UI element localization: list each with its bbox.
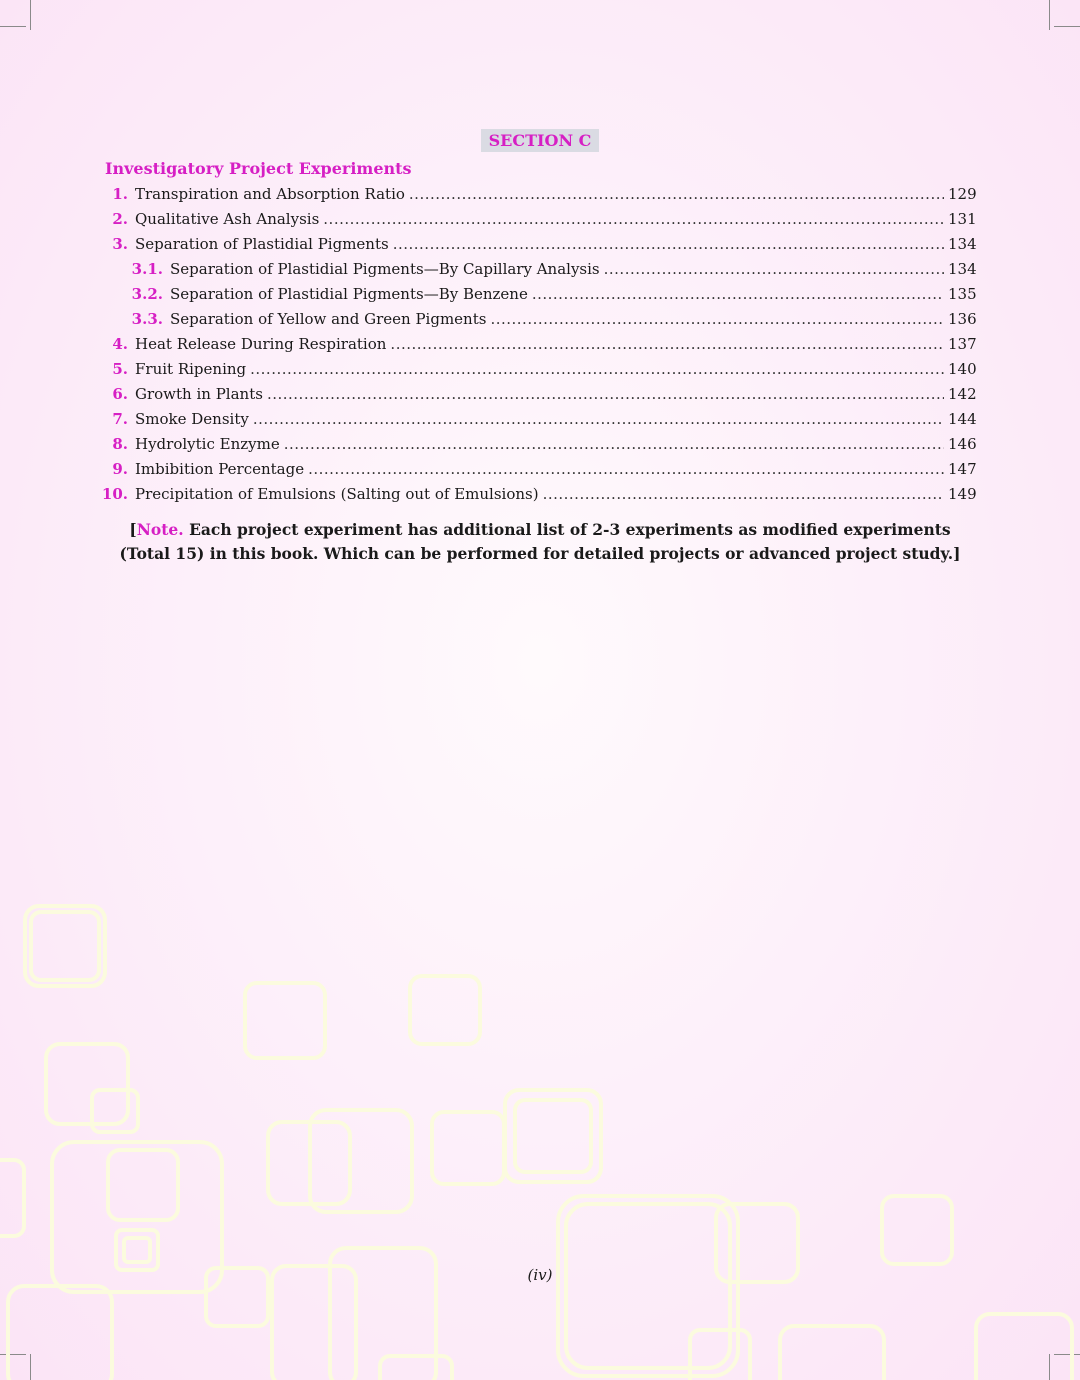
- toc-title: Growth in Plants: [135, 385, 263, 403]
- toc-entry[interactable]: [0, 432, 976, 457]
- toc-page: 149: [948, 485, 977, 503]
- toc-page: 144: [948, 410, 977, 428]
- deco-square: [690, 1330, 750, 1380]
- toc-number: 9.: [112, 460, 128, 478]
- note-paragraph: [108, 518, 972, 566]
- deco-square: [882, 1196, 952, 1264]
- toc-leader: [253, 407, 944, 432]
- toc-entry[interactable]: [0, 332, 976, 357]
- toc-leader: [490, 307, 944, 332]
- toc-number: 3.2.: [131, 285, 163, 303]
- toc-number: 2.: [112, 210, 128, 228]
- deco-square: [380, 1356, 452, 1380]
- toc-number: 4.: [112, 335, 128, 353]
- toc-title: Smoke Density: [135, 410, 249, 428]
- toc-subentry[interactable]: [0, 307, 976, 332]
- toc-title: Transpiration and Absorption Ratio: [135, 185, 405, 203]
- note-close-bracket: ]: [953, 544, 961, 563]
- toc-title: Separation of Yellow and Green Pigments: [170, 310, 487, 328]
- deco-square: [245, 983, 325, 1058]
- toc-title: Heat Release During Respiration: [135, 335, 387, 353]
- deco-square: [31, 912, 99, 980]
- toc-page: 142: [948, 385, 977, 403]
- deco-square: [46, 1044, 128, 1124]
- deco-square: [780, 1326, 884, 1380]
- toc-leader: [393, 232, 944, 257]
- deco-square: [8, 1286, 112, 1380]
- toc-page: 134: [948, 235, 977, 253]
- toc-leader: [267, 382, 944, 407]
- deco-square: [124, 1238, 150, 1262]
- toc-title: Imbibition Percentage: [135, 460, 305, 478]
- toc-number: 3.1.: [131, 260, 163, 278]
- toc-subentry[interactable]: [0, 282, 976, 307]
- toc-title: Qualitative Ash Analysis: [135, 210, 320, 228]
- toc-page: 131: [948, 210, 977, 228]
- toc-number: 8.: [112, 435, 128, 453]
- toc-leader: [604, 257, 944, 282]
- toc-entry[interactable]: [0, 357, 976, 382]
- toc-page: 146: [948, 435, 977, 453]
- toc-leader: [409, 182, 944, 207]
- toc-leader: [323, 207, 944, 232]
- deco-square: [108, 1150, 178, 1220]
- note-label: Note.: [136, 520, 184, 539]
- deco-square: [558, 1196, 738, 1376]
- toc-title: Precipitation of Emulsions (Salting out of Emulsions): [135, 485, 539, 503]
- toc-leader: [284, 432, 944, 457]
- toc-entry[interactable]: [0, 182, 976, 207]
- toc-title: Separation of Plastidial Pigments: [135, 235, 389, 253]
- toc-entry[interactable]: [0, 457, 976, 482]
- toc-leader: [543, 482, 944, 507]
- toc-subentry[interactable]: [0, 257, 976, 282]
- deco-square: [25, 906, 105, 986]
- deco-square: [432, 1112, 504, 1184]
- toc-title: Separation of Plastidial Pigments—By Benzene: [170, 285, 528, 303]
- toc-page: 147: [948, 460, 977, 478]
- section-subtitle: Investigatory Project Experiments: [105, 159, 412, 178]
- toc-page: 136: [948, 310, 977, 328]
- toc-page: 129: [948, 185, 977, 203]
- toc-title: Hydrolytic Enzyme: [135, 435, 280, 453]
- toc-leader: [390, 332, 944, 357]
- toc-number: 3.: [112, 235, 128, 253]
- deco-square: [310, 1110, 412, 1212]
- section-heading: SECTION C: [481, 129, 599, 152]
- note-open-bracket: [: [129, 520, 137, 539]
- toc-number: 3.3.: [131, 310, 163, 328]
- toc-number: 5.: [112, 360, 128, 378]
- deco-square: [515, 1100, 591, 1172]
- toc-leader: [250, 357, 944, 382]
- toc-page: 134: [948, 260, 977, 278]
- note-text: Each project experiment has additional list of 2-3 experiments as modified experiments (Total 15) in this book. Which can be performed for detailed projects or advanced project study.: [119, 520, 954, 563]
- toc-title: Fruit Ripening: [135, 360, 247, 378]
- deco-square: [566, 1204, 730, 1368]
- toc-page: 135: [948, 285, 977, 303]
- toc-leader: [532, 282, 944, 307]
- toc-entry[interactable]: [0, 482, 976, 507]
- toc-number: 6.: [112, 385, 128, 403]
- toc-number: 10.: [101, 485, 128, 503]
- toc-entry[interactable]: [0, 407, 976, 432]
- toc-entry[interactable]: [0, 382, 976, 407]
- toc-page: 140: [948, 360, 977, 378]
- toc-entry[interactable]: [0, 232, 976, 257]
- toc-number: 1.: [112, 185, 128, 203]
- page-number: (iv): [527, 1266, 553, 1284]
- toc-entry[interactable]: [0, 207, 976, 232]
- toc-number: 7.: [112, 410, 128, 428]
- toc-page: 137: [948, 335, 977, 353]
- deco-square: [0, 1160, 24, 1236]
- deco-square: [410, 976, 480, 1044]
- toc-title: Separation of Plastidial Pigments—By Capillary Analysis: [170, 260, 600, 278]
- toc-leader: [308, 457, 944, 482]
- deco-square: [976, 1314, 1072, 1380]
